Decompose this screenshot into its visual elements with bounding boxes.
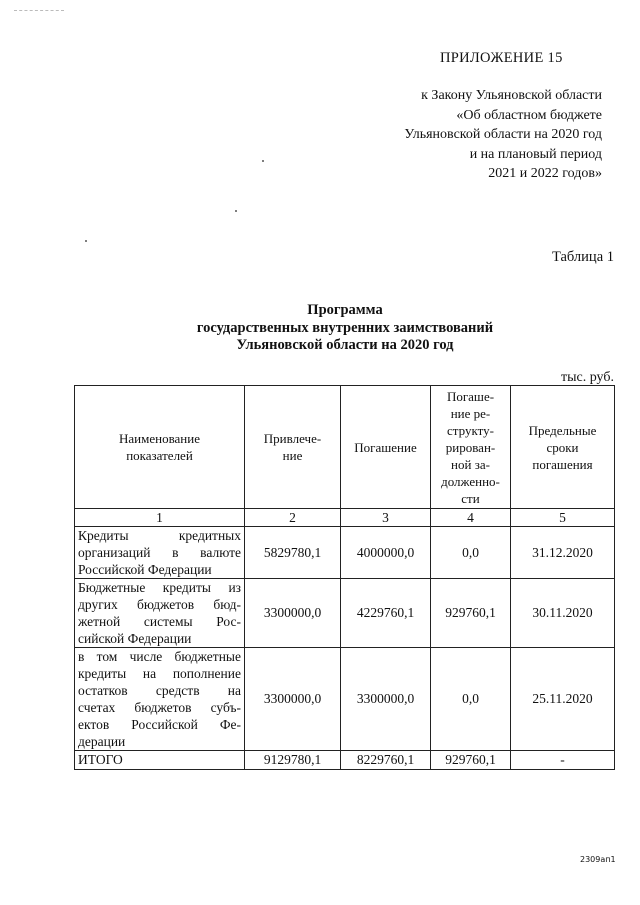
- column-number: 2: [245, 509, 341, 527]
- table-row: [75, 579, 615, 648]
- row-name-cell: Бюджетные кредиты из других бюджетов бюд- жетной системы Рос- сийской Федерации: [75, 579, 245, 648]
- deadline-value: 25.11.2020: [511, 648, 615, 751]
- scan-speck: [85, 240, 87, 242]
- restructured-value: 0,0: [431, 648, 511, 751]
- repayment-value: 4000000,0: [341, 527, 431, 579]
- total-repayment: 8229760,1: [341, 751, 431, 770]
- borrowing-program-table: [74, 385, 615, 770]
- table-row: [75, 648, 615, 751]
- footer-code: 2309ап1: [580, 855, 616, 864]
- title-line: Ульяновской области на 2020 год: [236, 337, 454, 353]
- deadline-value: 30.11.2020: [511, 579, 615, 648]
- deadline-value: 31.12.2020: [511, 527, 615, 579]
- row-name-cell: Кредиты кредитных организаций в валюте Российской Федерации: [75, 527, 245, 579]
- raising-value: 5829780,1: [245, 527, 341, 579]
- title-line: Программа: [307, 302, 383, 318]
- column-number: 1: [75, 509, 245, 527]
- law-line: к Закону Ульяновской области: [421, 88, 602, 103]
- law-line: «Об областном бюджете: [456, 107, 602, 123]
- table-header-row: [75, 386, 615, 509]
- raising-value: 3300000,0: [245, 579, 341, 648]
- repayment-value: 3300000,0: [341, 648, 431, 751]
- restructured-value: 0,0: [431, 527, 511, 579]
- column-number: 5: [511, 509, 615, 527]
- header-cell-raising: Привлече- ние: [245, 386, 341, 509]
- header-cell-restructured: Погаше- ние ре- структу- рирован- ной за- долженно- сти: [431, 386, 511, 509]
- column-number: 4: [431, 509, 511, 527]
- law-reference: [380, 86, 602, 184]
- header-cell-deadline: Предельные сроки погашения: [511, 386, 615, 509]
- total-row: [75, 751, 615, 770]
- total-restructured: 929760,1: [431, 751, 511, 770]
- table-label: Таблица 1: [551, 249, 614, 265]
- header-cell-repayment: Погашение: [341, 386, 431, 509]
- scan-artifact-dash: [14, 10, 64, 11]
- total-label: ИТОГО: [75, 751, 245, 770]
- program-title: [150, 302, 540, 355]
- scan-speck: [262, 160, 264, 162]
- header-cell-name: Наименование показателей: [75, 386, 245, 509]
- column-number: 3: [341, 509, 431, 527]
- total-deadline: -: [511, 751, 615, 770]
- law-line: Ульяновской области на 2020 год: [404, 127, 602, 142]
- appendix-title: ПРИЛОЖЕНИЕ 15: [440, 50, 563, 66]
- scan-speck: [235, 210, 237, 212]
- repayment-value: 4229760,1: [341, 579, 431, 648]
- row-name-cell: в том числе бюджетные кредиты на пополнение остатков средств на счетах бюджетов субъ- ектов Российской Фе- дерации: [75, 648, 245, 751]
- restructured-value: 929760,1: [431, 579, 511, 648]
- column-number-row: [75, 509, 615, 527]
- law-line: и на плановый период: [469, 146, 602, 162]
- unit-label: тыс. руб.: [561, 370, 614, 385]
- raising-value: 3300000,0: [245, 648, 341, 751]
- table-row: [75, 527, 615, 579]
- title-line: государственных внутренних заимствований: [196, 319, 494, 336]
- total-raising: 9129780,1: [245, 751, 341, 770]
- law-line: 2021 и 2022 годов»: [488, 166, 602, 181]
